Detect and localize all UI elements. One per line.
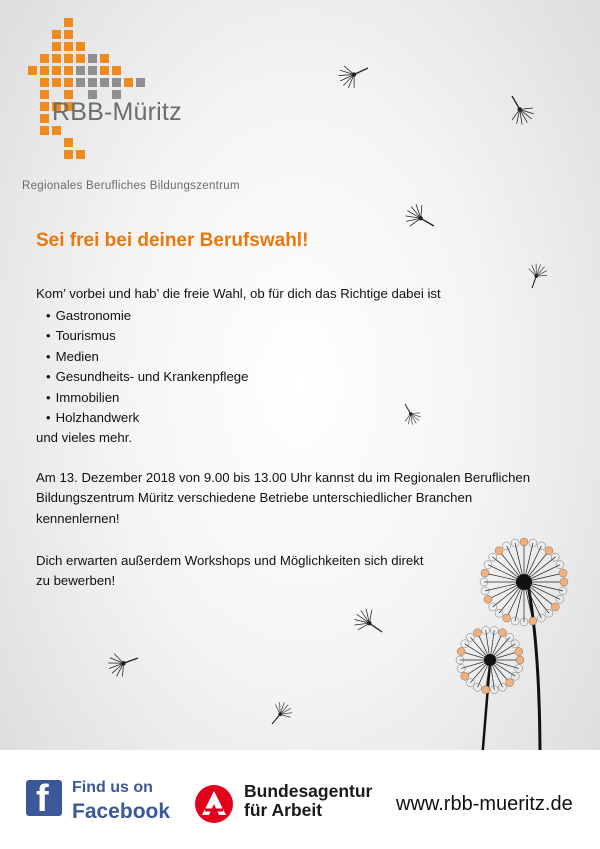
dandelion-flower [456,626,524,760]
logo-block [76,66,85,75]
workshop-paragraph: Dich erwarten außerdem Workshops und Möglichkeiten sich direkt zu bewerben! [36,553,424,589]
floating-seed [335,57,373,92]
floating-seed [401,200,440,236]
logo-block [88,78,97,87]
topic-item: • Immobilien [46,388,248,408]
floating-seed [350,604,389,641]
floating-seed [397,400,423,428]
logo-subtitle: Regionales Berufliches Bildungszentrum [22,180,240,192]
website-link[interactable]: www.rbb-mueritz.de [396,793,573,815]
logo-block [28,66,37,75]
logo-block [64,138,73,147]
floating-seed [523,261,550,291]
floating-seed [264,698,295,730]
logo-block [40,66,49,75]
logo-block [52,30,61,39]
logo-block [64,42,73,51]
facebook-find-label[interactable]: Find us on [72,779,153,796]
topic-item: • Medien [46,347,248,367]
logo-block [112,66,121,75]
agency-name-line2: für Arbeit [244,800,323,820]
logo-block [112,78,121,87]
floating-seed [502,90,538,129]
facebook-f-glyph: f [36,778,49,820]
logo-block [40,126,49,135]
logo-block [88,54,97,63]
logo-block [52,54,61,63]
logo-block [40,54,49,63]
headline: Sei frei bei deiner Berufswahl! [36,230,309,251]
topic-item: • Tourismus [46,326,248,346]
bundesagentur-logo-icon [194,784,234,824]
logo-block [100,78,109,87]
floating-seed [105,647,142,680]
logo-title: RBB-Müritz [52,98,182,126]
logo-block [52,42,61,51]
logo-block [52,126,61,135]
more-text: und vieles mehr. [36,430,133,445]
agency-name-line1: Bundesagentur [244,781,373,801]
logo-block [64,150,73,159]
intro-text: Kom’ vorbei und hab’ die freie Wahl, ob für dich das Richtige dabei ist [36,286,441,301]
topic-list [46,306,248,428]
topic-item: • Holzhandwerk [46,408,248,428]
logo-block [100,54,109,63]
logo-block [124,78,133,87]
logo-block [76,42,85,51]
logo-block [40,90,49,99]
logo-block [52,66,61,75]
logo-block [64,30,73,39]
facebook-name-label[interactable]: Facebook [72,800,171,823]
topic-item: • Gesundheits- und Krankenpflege [46,367,248,387]
topic-item: • Gastronomie [46,306,248,326]
dandelion-flower [480,538,568,760]
logo-block [52,78,61,87]
logo-block [64,78,73,87]
logo-block [40,78,49,87]
logo-block [40,102,49,111]
logo-block [100,66,109,75]
agency-name [244,782,372,820]
logo-block [76,150,85,159]
event-paragraph: Am 13. Dezember 2018 von 9.00 bis 13.00 Uhr kannst du im Regionalen Beruflichen Bildungszentrum Müritz verschiedene Betriebe unterschiedlicher Branchen kennenlernen! [36,470,531,526]
logo-block [40,114,49,123]
logo-block [136,78,145,87]
logo-block [64,54,73,63]
logo-block [64,18,73,27]
logo-block [88,66,97,75]
logo-block [76,54,85,63]
logo-block [64,66,73,75]
logo-block [76,78,85,87]
